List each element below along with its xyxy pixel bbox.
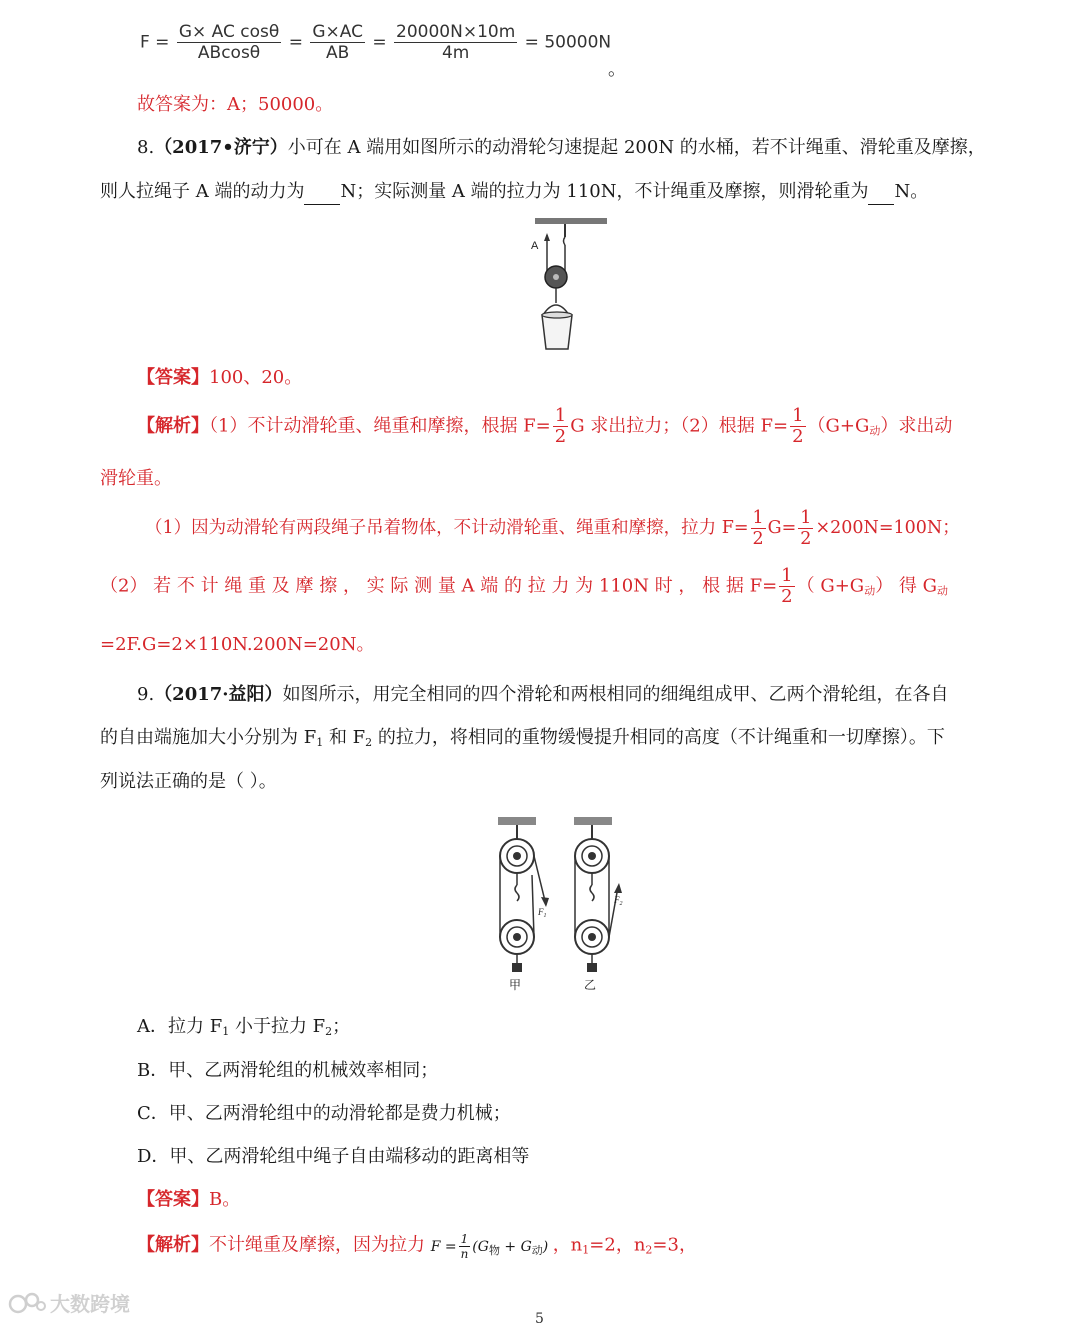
page-number: 5 [535, 1311, 544, 1327]
fraction-3 [394, 22, 517, 63]
q9-text-2a: 的自由端施加大小分别为 F [100, 727, 317, 748]
half-den: 2 [752, 529, 764, 549]
ceiling-bar [535, 218, 607, 224]
a9-analysis-line [137, 1232, 697, 1263]
a9-formula [430, 1232, 553, 1261]
option-a-sub2: 2 [325, 1025, 333, 1038]
q9-source: （2017·益阳） [154, 684, 283, 705]
formula-end-mark: 。 [608, 59, 626, 80]
a8-solution-3: =2F.G=2×110N.200N=20N。 [100, 634, 375, 655]
watermark-logo-icon [8, 1290, 48, 1316]
a9-answer-tag: 【答案】 [137, 1189, 209, 1210]
q8-number: 8. [137, 137, 155, 158]
a8-analysis-3: （G+G [807, 415, 870, 437]
option-a-end: ； [332, 1016, 351, 1037]
half-den: 2 [792, 426, 804, 447]
q9-text-2c: 的拉力，将相同的重物缓慢提升相同的高度（不计绳重和一切摩擦）。下 [372, 727, 945, 748]
a9-formula-sub1: 物 [488, 1243, 500, 1257]
pulley-system-jia [498, 817, 549, 992]
q9-sub-1: 1 [316, 736, 324, 749]
a9-analysis-b: ，n [552, 1234, 583, 1256]
q9-line2 [100, 726, 945, 755]
pulley-axle [553, 274, 559, 280]
option-a-sub1: 1 [222, 1025, 230, 1038]
s1-a: （1）因为动滑轮有两段绳子吊着物体，不计动滑轮重、绳重和摩擦，拉力 F= [145, 518, 749, 538]
weight-jia [512, 963, 522, 972]
q9-text-1: 如图所示，用完全相同的四个滑轮和两根相同的细绳组成甲、乙两个滑轮组，在各自 [282, 684, 949, 705]
a8-solution-2 [100, 566, 948, 607]
q8-line2 [100, 180, 928, 205]
half-num: 1 [781, 565, 793, 586]
s2-b: （ G+G [796, 575, 865, 597]
a8-half-1 [553, 406, 568, 447]
a8-analysis-2: G 求出拉力；（2）根据 F= [570, 415, 789, 437]
a9-formula-plus: + G [499, 1238, 532, 1255]
fraction-1-num: G× AC cosθ [178, 22, 280, 42]
half-num: 1 [752, 508, 764, 528]
half-num: 1 [792, 405, 804, 426]
fraction-2-num: G×AC [312, 22, 363, 42]
label-f1: $F_1$ [538, 907, 547, 919]
a8-solution-1 [145, 508, 960, 549]
fraction-2-den: AB [326, 43, 350, 63]
eq-1: = [288, 32, 303, 53]
a9-answer: B。 [209, 1189, 241, 1210]
q8-text-2b: N；实际测量 A 端的拉力为 110N，不计绳重及摩擦，则滑轮重为 [340, 181, 869, 202]
q9-pulley-figure [488, 815, 638, 995]
a8-answer: 100、20。 [209, 367, 303, 388]
a8-analysis-1: （1）不计动滑轮重、绳重和摩擦，根据 F= [209, 415, 551, 437]
arrow-up-icon [544, 233, 550, 241]
eq-2: = [372, 32, 387, 53]
a8-analysis-4: ）求出动 [880, 415, 953, 437]
s2-a: （2） 若 不 计 绳 重 及 摩 擦 ， 实 际 测 量 A 端 的 拉 力 为 110N 时 ， 根 据 F= [100, 575, 778, 597]
pulley-system-yi [574, 817, 623, 992]
a8-answer-line [137, 366, 302, 390]
option-d: D．甲、乙两滑轮组中绳子自由端移动的距离相等 [137, 1146, 530, 1167]
q9-line3: 列说法正确的是（ ）。 [100, 771, 277, 792]
q8-line1 [137, 136, 986, 160]
half-num: 1 [800, 508, 812, 528]
a9-formula-num: 1 [460, 1232, 469, 1246]
q8-text-1: 小可在 A 端用如图所示的动滑轮匀速提起 200N 的水桶，若不计绳重、滑轮重及摩擦， [287, 137, 986, 158]
half-den: 2 [554, 426, 567, 447]
s2-sub: 动 [864, 584, 876, 598]
fraction-2 [310, 22, 365, 63]
ceiling-yi [574, 817, 612, 825]
n2-val: =3， [652, 1234, 697, 1256]
a9-formula-end: ) [542, 1238, 549, 1255]
a8-half-2 [790, 406, 805, 447]
a9-formula-den: n [460, 1247, 469, 1261]
label-f2: $F_2$ [614, 895, 623, 907]
a9-answer-line [137, 1188, 240, 1212]
arrow-f2-icon [614, 883, 622, 893]
watermark-text: 大数跨境 [50, 1292, 130, 1316]
label-jia: 甲 [509, 978, 522, 992]
s1-b: G= [767, 518, 797, 538]
label-a: A [531, 240, 539, 252]
n1-sub: 1 [582, 1243, 590, 1257]
q8-source: （2017•济宁） [154, 137, 288, 158]
arrow-f1-icon [541, 897, 549, 907]
formula-result: = 50000N [524, 32, 612, 53]
a9-analysis-tag: 【解析】 [137, 1234, 209, 1256]
option-a-mid: 小于拉力 F [229, 1016, 326, 1037]
a8-analysis-line2: 滑轮重。 [100, 468, 172, 489]
s2-half [779, 566, 794, 607]
a9-analysis-a: 不计绳重及摩擦，因为拉力 [209, 1234, 425, 1256]
weight-yi [587, 963, 597, 972]
s2-sub2: 动 [937, 584, 949, 598]
label-yi: 乙 [584, 978, 597, 992]
half-den: 2 [781, 586, 793, 607]
n2-sub: 2 [645, 1243, 653, 1257]
q8-pulley-figure [525, 215, 615, 355]
q8-blank-1 [304, 180, 340, 205]
watermark [8, 1288, 130, 1317]
a8-answer-tag: 【答案】 [137, 367, 209, 388]
s1-half-1 [751, 508, 766, 549]
fraction-1 [177, 22, 281, 63]
a9-formula-body: (G [472, 1238, 489, 1255]
s1-c: ×200N=100N； [815, 518, 960, 538]
option-a-pre: A．拉力 F [137, 1016, 223, 1037]
q8-blank-2 [868, 180, 894, 205]
a9-formula-sub2: 动 [531, 1243, 543, 1257]
fraction-3-num: 20000N×10m [396, 22, 516, 42]
n1-val: =2，n [589, 1234, 646, 1256]
s2-c: ） 得 G [875, 575, 938, 597]
answer-7: 故答案为：A；50000。 [137, 94, 334, 115]
s1-half-2 [798, 508, 813, 549]
bucket-body [542, 315, 572, 349]
half-num: 1 [554, 405, 567, 426]
q8-text-2a: 则人拉绳子 A 端的动力为 [100, 181, 305, 202]
fraction-1-den: ABcosθ [197, 43, 261, 63]
a8-analysis-line1 [137, 406, 952, 447]
ceiling-jia [498, 817, 536, 825]
q8-text-2c: N。 [894, 181, 929, 202]
top-formula [140, 22, 611, 63]
a9-formula-frac [459, 1232, 471, 1261]
formula-lhs: F = [140, 32, 170, 53]
half-den: 2 [800, 529, 812, 549]
option-c: C．甲、乙两滑轮组中的动滑轮都是费力机械； [137, 1103, 511, 1124]
q9-sub-2: 2 [365, 736, 373, 749]
hook-curve [564, 237, 566, 245]
fraction-3-den: 4m [441, 43, 470, 63]
a8-analysis-sub: 动 [869, 424, 881, 438]
a8-analysis-tag: 【解析】 [137, 415, 209, 437]
option-a [137, 1015, 350, 1044]
option-b: B．甲、乙两滑轮组的机械效率相同； [137, 1060, 439, 1081]
bucket-rim [542, 312, 572, 318]
q9-text-2b: 和 F [323, 727, 366, 748]
q9-line1 [137, 683, 949, 707]
a9-formula-lhs: F = [430, 1238, 457, 1255]
q9-number: 9. [137, 684, 155, 705]
